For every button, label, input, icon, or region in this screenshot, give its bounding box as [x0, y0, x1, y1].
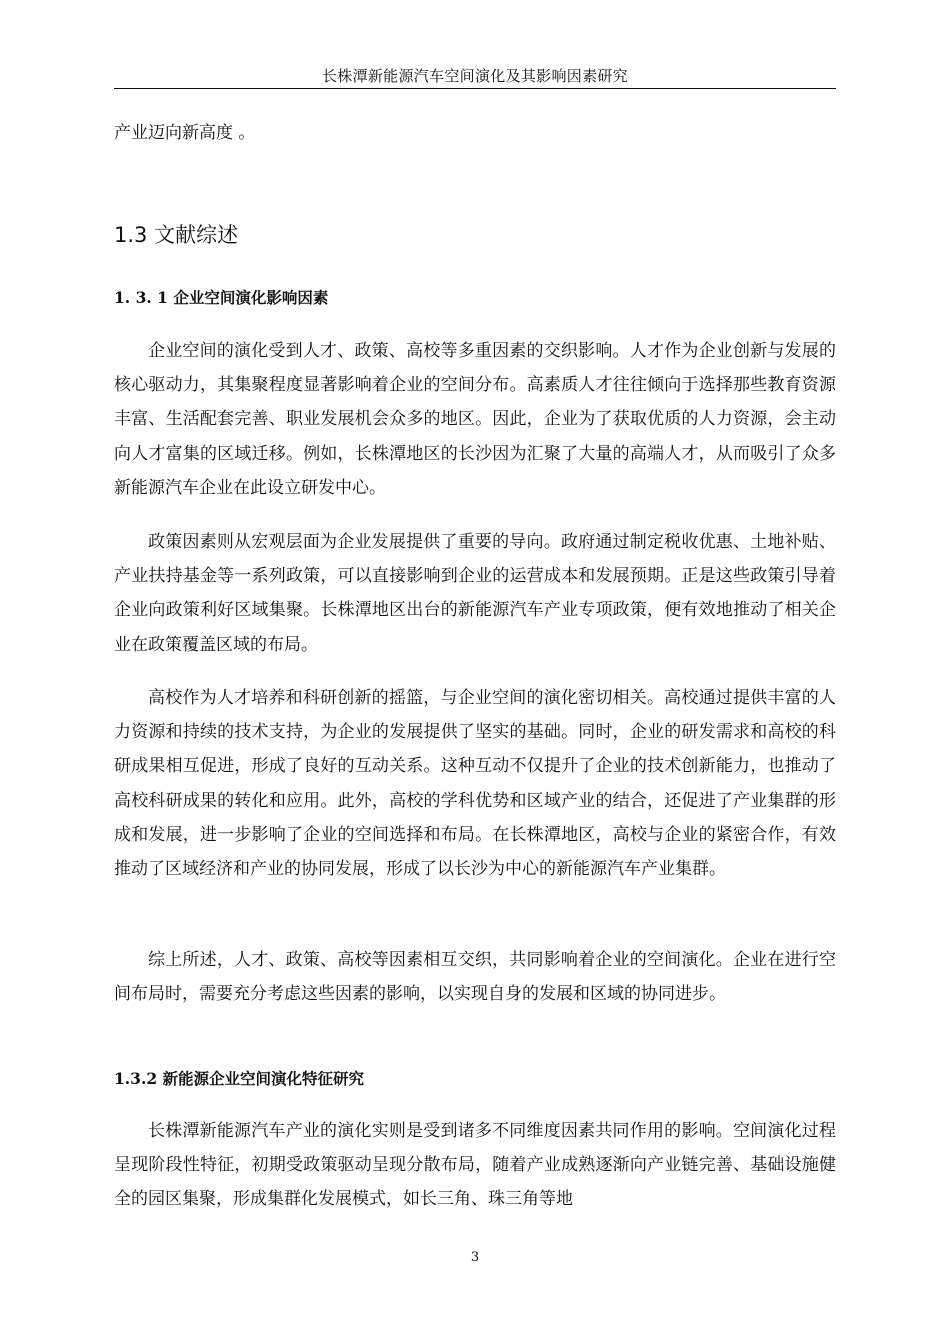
continuation-text: 产业迈向新高度 。 — [114, 123, 256, 143]
running-header-title: 长株潭新能源汽车空间演化及其影响因素研究 — [321, 67, 628, 85]
paragraph-evolution: 长株潭新能源汽车产业的演化实则是受到诸多不同维度因素共同作用的影响。空间演化过程呈现阶段性特征，初期受政策驱动呈现分散布局，随着产业成熟逐渐向产业链完善、基础设施健全的园区集聚，形成集群化发展模式，如长三角、珠三角等地 — [114, 1121, 836, 1210]
paragraph-policy: 政策因素则从宏观层面为企业发展提供了重要的导向。政府通过制定税收优惠、土地补贴、产业扶持基金等一系列政策，可以直接影响到企业的运营成本和发展预期。正是这些政策引导着企业向政策利好区域集聚。长株潭地区出台的新能源汽车产业专项政策，便有效地推动了相关企业在政策覆盖区域的布局。 — [114, 532, 836, 655]
subsection-heading-1: 1. 3. 1 企业空间演化影响因素 — [114, 288, 329, 307]
header-divider — [114, 88, 836, 89]
paragraph-talent: 企业空间的演化受到人才、政策、高校等多重因素的交织影响。人才作为企业创新与发展的核心驱动力，其集聚程度显著影响着企业的空间分布。高素质人才往往倾向于选择那些教育资源丰富、生活配套完善、职业发展机会众多的地区。因此，企业为了获取优质的人力资源，会主动向人才富集的区域迁移。例如，长株潭地区的长沙因为汇聚了大量的高端人才，从而吸引了众多新能源汽车企业在此设立研发中心。 — [114, 341, 836, 498]
subsection-heading-2: 1.3.2 新能源企业空间演化特征研究 — [114, 1069, 365, 1088]
section-heading: 1.3 文献综述 — [114, 223, 239, 247]
page-number: 3 — [470, 1250, 480, 1265]
paragraph-summary: 综上所述，人才、政策、高校等因素相互交织，共同影响着企业的空间演化。企业在进行空间布局时，需要充分考虑这些因素的影响，以实现自身的发展和区域的协同进步。 — [114, 950, 836, 1005]
paragraph-universities: 高校作为人才培养和科研创新的摇篮，与企业空间的演化密切相关。高校通过提供丰富的人力资源和持续的技术支持，为企业的发展提供了坚实的基础。同时，企业的研发需求和高校的科研成果相互促进，形成了良好的互动关系。这种互动不仅提升了企业的技术创新能力，也推动了高校科研成果的转化和应用。此外，高校的学科优势和区域产业的结合，还促进了产业集群的形成和发展，进一步影响了企业的空间选择和布局。在长株潭地区，高校与企业的紧密合作，有效推动了区域经济和产业的协同发展，形成了以长沙为中心的新能源汽车产业集群。 — [114, 688, 836, 880]
